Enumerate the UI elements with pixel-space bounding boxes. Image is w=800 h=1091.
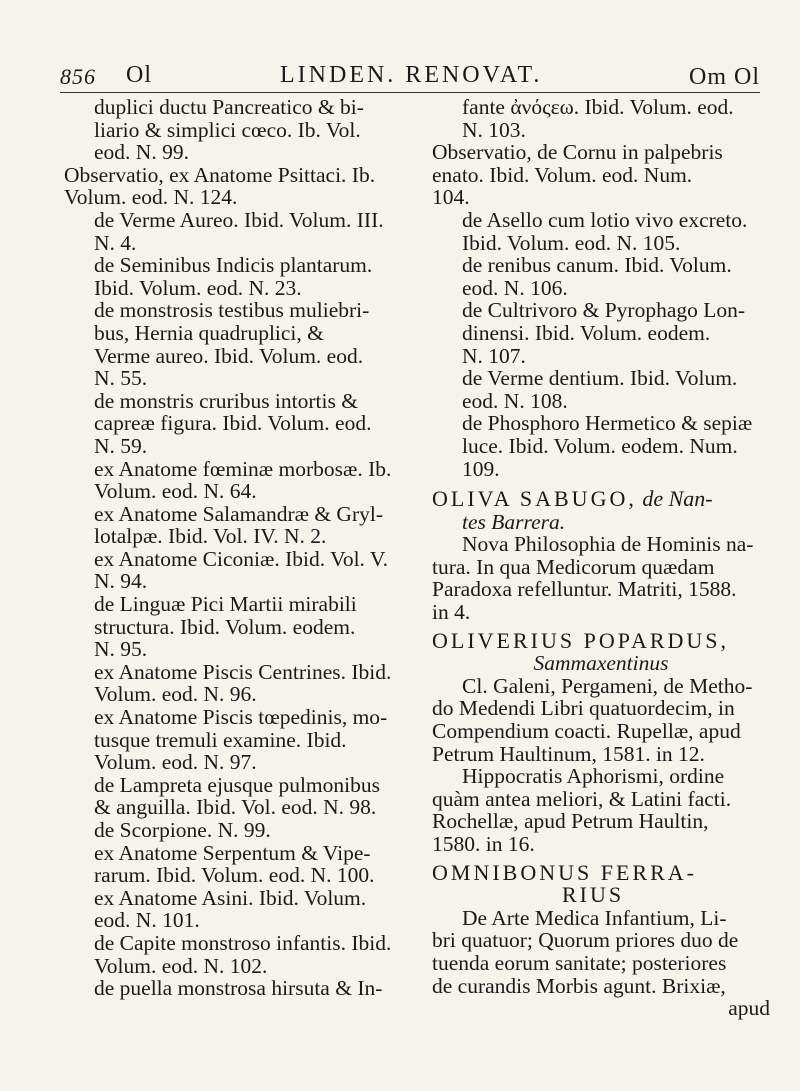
header-left-tag: Ol — [126, 62, 152, 88]
entry-line: 104. — [432, 185, 470, 210]
index-entry — [64, 819, 419, 842]
entry-line: de renibus canum. Ibid. Volum. — [462, 253, 732, 278]
author-name: OLIVA SABUGO, — [432, 486, 637, 512]
author-block-oliva — [432, 488, 770, 624]
author-work — [432, 675, 770, 765]
entry-line: Verme aureo. Ibid. Volum. eod. — [94, 343, 364, 368]
index-entry — [432, 141, 770, 209]
entry-line: Volum. eod. N. 102. — [94, 953, 268, 978]
entry-line: eod. N. 101. — [94, 908, 200, 933]
entry-line: de Cultrivoro & Pyrophago Lon- — [462, 298, 746, 323]
running-header — [60, 58, 760, 94]
entry-line: de Seminibus Indicis plantarum. — [94, 253, 373, 278]
entry-line: & anguilla. Ibid. Vol. eod. N. 98. — [94, 795, 377, 820]
author-name-suffix: de Nan- — [636, 486, 713, 512]
index-entry — [64, 209, 419, 254]
index-entry — [432, 299, 770, 367]
entry-line: ex Anatome Piscis tœpedinis, mo- — [94, 705, 388, 730]
author-work — [432, 533, 770, 623]
author-heading-continued: RIUS — [562, 882, 625, 908]
work-line: 1580. in 16. — [432, 832, 535, 856]
entry-line: lotalpæ. Ibid. Vol. IV. N. 2. — [94, 524, 327, 549]
entry-line: liario & simplici cœco. Ib. Vol. — [94, 117, 361, 142]
work-line: Petrum Haultinum, 1581. in 12. — [432, 741, 705, 766]
author-heading — [432, 488, 770, 511]
entry-line: Volum. eod. N. 124. — [64, 185, 238, 210]
entry-line: ex Anatome Ciconiæ. Ibid. Vol. V. — [94, 546, 389, 571]
author-work-second — [432, 765, 770, 855]
entry-line: ex Anatome fœminæ morbosæ. Ib. — [94, 456, 392, 481]
entry-line: N. 59. — [94, 433, 148, 458]
entry-line: luce. Ibid. Volum. eodem. Num. — [462, 433, 738, 458]
work-line: Paradoxa refelluntur. Matriti, 1588. — [432, 577, 737, 602]
entry-line: de puella monstrosa hirsuta & In- — [94, 976, 383, 1001]
entry-line: de Phosphoro Hermetico & sepiæ — [462, 411, 753, 436]
index-entry — [64, 706, 419, 774]
entry-line: 109. — [462, 456, 500, 481]
author-work — [432, 907, 770, 1020]
author-name-suffix-continued: tes Barrera. — [462, 509, 566, 534]
entry-line: ex Anatome Serpentum & Vipe- — [94, 840, 371, 865]
index-entry — [64, 164, 419, 209]
entry-line: de Verme dentium. Ibid. Volum. — [462, 366, 738, 391]
entry-line: eod. N. 108. — [462, 388, 568, 413]
entry-line: Observatio, ex Anatome Psittaci. Ib. — [64, 162, 376, 187]
entry-line: N. 94. — [94, 569, 148, 594]
work-line: quàm antea meliori, & Latini facti. — [432, 786, 732, 811]
index-entry — [64, 593, 419, 661]
entry-line: tusque tremuli examine. Ibid. — [94, 727, 347, 752]
entry-line: eod. N. 106. — [462, 275, 568, 300]
entry-line: N. 103. — [462, 117, 526, 142]
entry-line: Volum. eod. N. 96. — [94, 682, 257, 707]
entry-line: ex Anatome Asini. Ibid. Volum. — [94, 885, 367, 910]
entry-line: eod. N. 99. — [94, 140, 189, 165]
author-block-popardus — [432, 627, 770, 856]
entry-line: ex Anatome Piscis Centrines. Ibid. — [94, 659, 392, 684]
entry-line: de Lampreta ejusque pulmonibus — [94, 772, 380, 797]
entry-line: de Verme Aureo. Ibid. Volum. III. — [94, 207, 384, 232]
entry-line: fante ἀνόςεω. Ibid. Volum. eod. — [462, 95, 734, 119]
work-line: in 4. — [432, 600, 471, 625]
work-line: tura. In qua Medicorum quædam — [432, 554, 715, 579]
entry-line: bus, Hernia quadruplici, & — [94, 320, 324, 345]
entry-line: de Linguæ Pici Martii mirabili — [94, 592, 357, 617]
entry-line: de Scorpione. N. 99. — [94, 818, 271, 842]
index-entry — [432, 412, 770, 480]
entry-line: enato. Ibid. Volum. eod. Num. — [432, 162, 693, 187]
entry-line: Ibid. Volum. eod. N. 105. — [462, 230, 681, 255]
work-line: de curandis Morbis agunt. Brixiæ, — [432, 973, 726, 998]
index-entry — [432, 254, 770, 299]
right-column — [432, 96, 770, 1020]
work-line: apud — [728, 996, 770, 1021]
entry-line: structura. Ibid. Volum. eodem. — [94, 614, 356, 639]
entry-line: de Capite monstroso infantis. Ibid. — [94, 930, 392, 955]
right-column-entries — [432, 96, 770, 480]
work-line: De Arte Medica Infantium, Li- — [462, 905, 727, 930]
author-heading: OLIVERIUS POPARDUS, — [432, 627, 730, 653]
work-line: Hippocratis Aphorismi, ordine — [462, 764, 725, 789]
index-entry — [64, 503, 419, 548]
index-entry — [64, 887, 419, 932]
entry-line: de monstrosis testibus muliebri- — [94, 298, 370, 323]
page-number: 856 — [60, 64, 96, 89]
entry-line: Observatio, de Cornu in palpebris — [432, 140, 723, 165]
index-entry — [64, 774, 419, 819]
work-line: Nova Philosophia de Hominis na- — [462, 532, 754, 557]
index-entry — [432, 367, 770, 412]
index-entry — [64, 299, 419, 389]
index-entry — [64, 842, 419, 887]
author-block-ferrarius — [432, 859, 770, 1021]
index-entry — [64, 390, 419, 458]
header-title: LINDEN. RENOVAT. — [280, 62, 543, 88]
entry-line: capreæ figura. Ibid. Volum. eod. — [94, 411, 372, 436]
work-line: Compendium coacti. Rupellæ, apud — [432, 719, 741, 744]
header-rule — [60, 92, 760, 93]
entry-line: dinensi. Ibid. Volum. eodem. — [462, 320, 711, 345]
author-heading: OMNIBONUS FERRA- — [432, 859, 697, 885]
index-entry — [64, 661, 419, 706]
entry-line: Volum. eod. N. 97. — [94, 750, 257, 775]
header-right-tag: Om Ol — [689, 64, 760, 90]
author-subtitle: Sammaxentinus — [533, 651, 669, 676]
entry-line: de Asello cum lotio vivo excreto. — [462, 207, 748, 232]
work-line: Cl. Galeni, Pergameni, de Metho- — [462, 673, 753, 698]
work-line: bri quatuor; Quorum priores duo de — [432, 928, 739, 953]
entry-line: Ibid. Volum. eod. N. 23. — [94, 275, 302, 300]
entry-line: N. 95. — [94, 637, 148, 662]
index-entry — [432, 209, 770, 254]
entry-line: de monstris cruribus intortis & — [94, 388, 358, 413]
index-entry — [64, 254, 419, 299]
entry-line: N. 4. — [94, 230, 137, 255]
entry-line: N. 55. — [94, 366, 148, 391]
left-column — [64, 96, 419, 1000]
entry-line: rarum. Ibid. Volum. eod. N. 100. — [94, 863, 375, 888]
index-entry — [64, 548, 419, 593]
entry-line: duplici ductu Pancreatico & bi- — [94, 95, 364, 119]
work-line: do Medendi Libri quatuordecim, in — [432, 696, 735, 721]
index-entry — [64, 932, 419, 977]
work-line: Rochellæ, apud Petrum Haultin, — [432, 809, 709, 834]
index-entry — [64, 96, 419, 164]
entry-line: N. 107. — [462, 343, 526, 368]
work-line: tuenda eorum sanitate; posteriores — [432, 950, 727, 975]
entry-line: Volum. eod. N. 64. — [94, 479, 257, 504]
entry-line: ex Anatome Salamandræ & Gryl- — [94, 501, 383, 526]
index-entry — [64, 458, 419, 503]
index-entry — [64, 977, 419, 1000]
index-entry — [432, 96, 770, 141]
